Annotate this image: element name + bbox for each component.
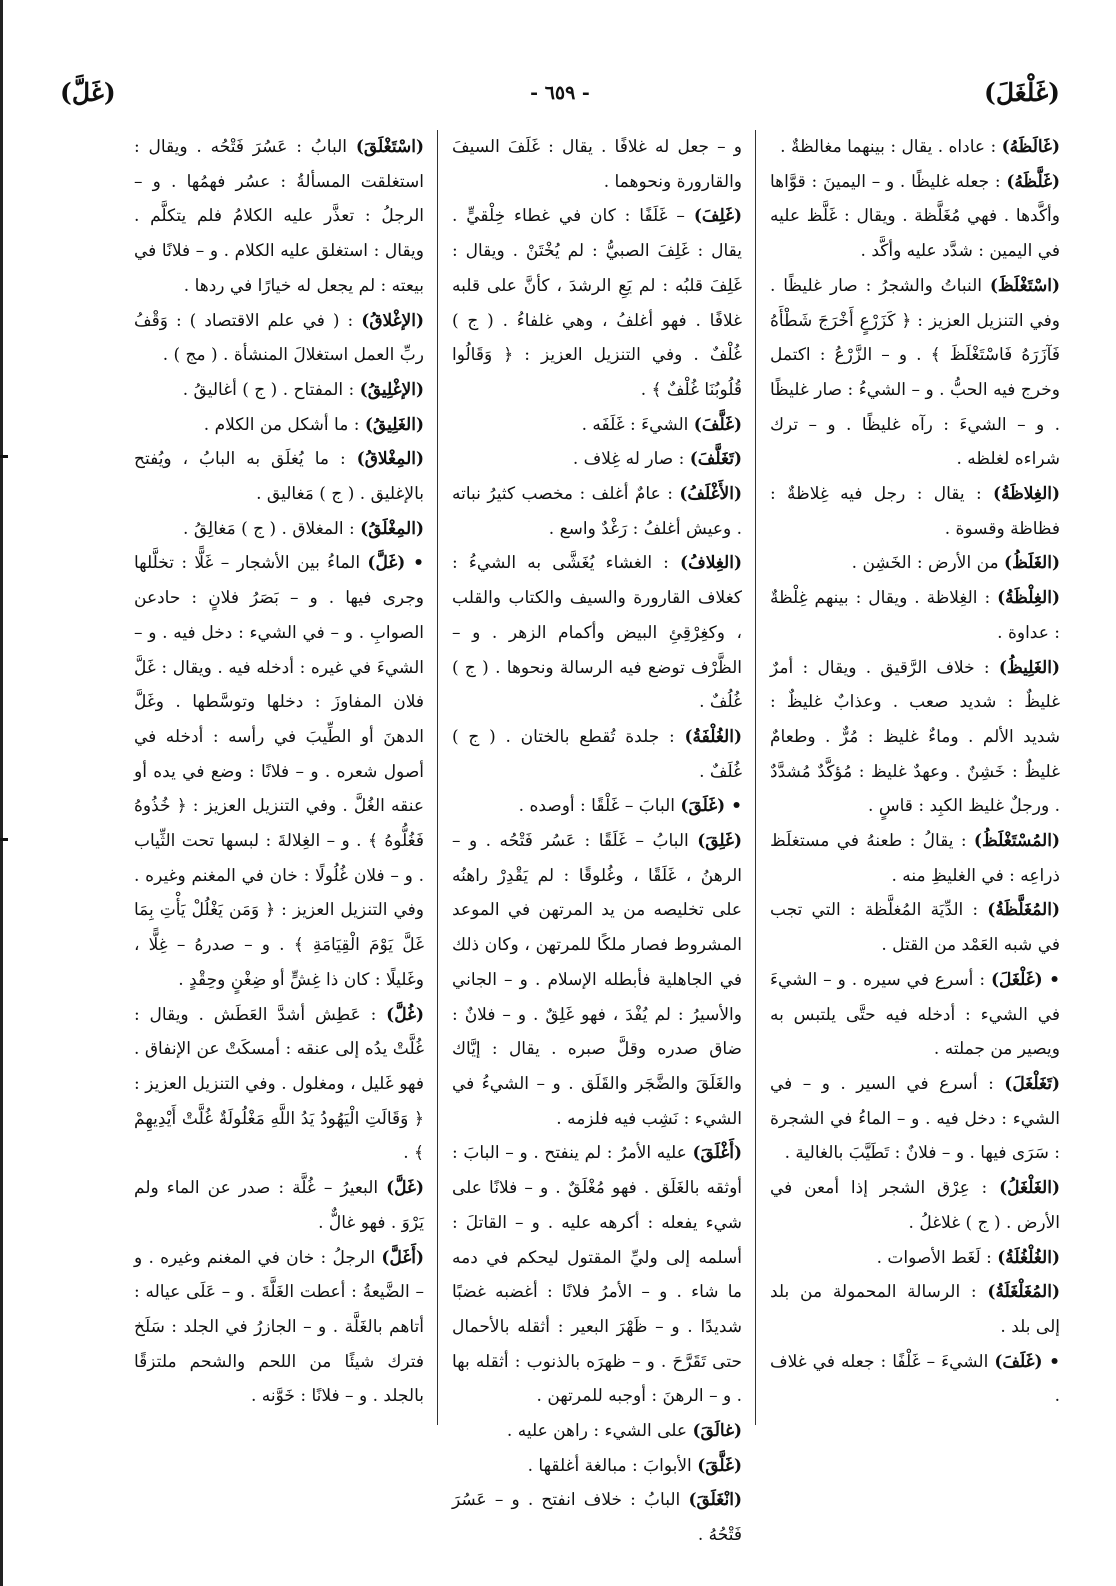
entry-headword: (أَغْلَقَ) <box>692 1143 742 1164</box>
entry-headword: (اسْتَغْلَقَ) <box>355 137 425 157</box>
header-guide-word-right: (غَلْغَلَ) <box>983 78 1060 107</box>
dictionary-entry <box>134 512 424 547</box>
entry-definition: : صار له غِلاف . <box>572 449 685 470</box>
entry-definition: عليه الأمرُ : لم ينفتح . و – البابَ : أوثقه بالغَلَق . فهو مُغْلَقٌ . و – فلانًا على شيء يفعله : أكرهه عليه . و – القاتلَ : أسلمه إلى وليِّ المقتول ليحكم في دمه ما شاء . و – الأمرُ فلانًا : أغضبه غضبًا شديدًا . و – ظَهْرَ البعير : أثقله بالأحمال حتى تَقَرَّحَ . و – ظهرَه بالذنوب : أثقله بها . و – الرهنَ : أوجبه للمرتهن . <box>452 1143 742 1407</box>
entry-headword: (الغَلَظُ) <box>1004 553 1060 574</box>
entry-definition: : جلدة تُقطع بالختان . ( ج ) غُلَفٌ . <box>452 726 742 782</box>
column-divider <box>437 130 438 1425</box>
dictionary-entry <box>770 477 1060 546</box>
entry-headword: (الغَلِيقُ) <box>364 414 424 435</box>
entry-headword: (غَلِقَ) <box>697 831 742 852</box>
entry-headword: (تَغَلْغَلَ) <box>1004 1073 1061 1094</box>
entry-headword: (غَلَّ) <box>386 1178 424 1199</box>
entry-definition: الشيءَ : غَلَفَه . <box>581 414 689 435</box>
entry-headword: (اسْتَغْلَظَ) <box>989 275 1060 296</box>
entry-definition: الشيءَ – غَلْفًا : جعله في غلاف . <box>770 1351 1060 1407</box>
entry-headword: (تَغَلَّفَ) <box>689 449 742 470</box>
dictionary-entry <box>770 893 1060 962</box>
entry-headword: • (غَلَقَ) <box>680 796 742 817</box>
entry-headword: (الإغْلِيقُ) <box>359 379 424 400</box>
entry-definition: : المفتاح . ( ج ) أغاليقُ . <box>182 379 355 400</box>
entry-definition: النباتُ والشجرُ : صار غليظًا . وفي التنزيل العزيز : ﴿ كَزَرْعٍ أَخْرَجَ شَطْأَهُ فَآزَرَهُ فَاسْتَغْلَظَ ﴾ . و – الزَّرْعُ : اكتمل وخرج فيه الحبُّ . و – الشيءُ : صار غليظًا . و – الشيءَ : رآه غليظًا . و – ترك شراءه لغلظه . <box>770 275 1060 470</box>
entry-definition: و – جعل له غلافًا . يقال : غَلَفَ السيفَ والقارورة ونحوهما . <box>452 137 742 192</box>
dictionary-entry <box>452 442 742 477</box>
entry-headword: (الأَغْلَفُ) <box>679 484 743 505</box>
header-guide-word-left: (غَلَّ) <box>60 78 116 107</box>
entry-headword: • (غَلَفَ) <box>994 1351 1060 1372</box>
entry-definition: : لَغَط الأصوات . <box>876 1247 992 1268</box>
dictionary-entry <box>770 1067 1060 1171</box>
dictionary-entry <box>452 824 742 1136</box>
entry-definition: : الدِّيَة المُغلَّظة : التي تجب في شبه العَمْد من القتل . <box>770 900 1060 956</box>
dictionary-entry <box>452 408 742 443</box>
dictionary-entry <box>134 408 424 443</box>
dictionary-entry <box>134 373 424 408</box>
dictionary-entry <box>770 269 1060 477</box>
entry-definition: : عِرْق الشجر إذا أمعن في الأرض . ( ج ) غلاغلُ . <box>770 1178 1060 1233</box>
entry-definition: : خلاف الرَّقيق . ويقال : أمرٌ غليظٌ : شديد صعب . وعذابٌ غليظٌ : شديد الألم . وماءٌ غليظ : مُرٌّ . وطعامٌ غليظٌ : خَشِنٌ . وعهدٌ غليظ : مُؤكَّدٌ مُشدَّدٌ . ورجلٌ غليظ الكبِد : قاسٍ . <box>770 657 1060 817</box>
column-divider <box>755 130 756 1425</box>
entry-definition: الماءُ بين الأشجار – غَلًّا : تخلَّلها وجرى فيها . و – بَصَرُ فلانٍ : حادعن الصوابِ . و – في الشيء : دخل فيه . و – الشيءَ في غيره : أدخله فيه . ويقال : غَلَّ فلان المفاوزَ : دخلها وتوسَّطها . وغَلَّ الدهنَ أو الطِّيبَ في رأسه : أدخله في أصول شعره . و – فلانًا : وضع في يده أو عنقه الغُلَّ . وفي التنزيل العزيز : ﴿ خُذُوهُ فَغُلُّوهُ ﴾ . و – الغِلالةَ : لبسها تحت الثِّياب . و – فلان غُلُولًا : خان في المغنم وغيره . وفي التنزيل العزيز : ﴿ وَمَن يَغْلُلْ يَأْتِ بِمَا غَلَّ يَوْمَ الْقِيَامَةِ ﴾ . و – صدرهُ – غِلًّا ، وغَليلًا : كان ذا غِشٍّ أو ضِغْنٍ وحِقْدٍ . <box>134 553 424 990</box>
dictionary-entry <box>452 1136 742 1414</box>
entry-definition: البابَ – غَلْقًا : أوصده . <box>518 796 676 817</box>
entry-headword: (انْغَلَقَ) <box>688 1490 742 1511</box>
entry-definition: : الرسالة المحمولة من بلد إلى بلد . <box>770 1282 1060 1337</box>
dictionary-entry <box>452 720 742 789</box>
entry-headword: (الغِلافُ) <box>680 553 743 574</box>
column-middle <box>452 130 743 1546</box>
entry-definition: – غَلَفًا : كان في غطاء خِلْقيٍّ . يقال : غَلِفَ الصبيُّ : لم يُخْتَنْ . ويقال : غَلِفَ قلبُه : لم يَعِ الرشدَ ، كأنَّ على قلبه غلافًا . فهو أغلفُ ، وهي غلفاءُ . ( ج ) غُلْفٌ . وفي التنزيل العزيز : ﴿ وَقَالُوا قُلُوبُنَا غُلْفٌ ﴾ . <box>452 206 742 400</box>
entry-definition: : ( في علم الاقتصاد ) : وَقْفُ ربِّ العمل استغلالَ المنشأة . ( مج ) . <box>134 310 424 366</box>
dictionary-entry <box>452 1449 742 1484</box>
dictionary-entry <box>452 1414 742 1449</box>
entry-definition: : الغشاء يُغَشَّى به الشيءُ : كغلاف القارورة والسيف والكتاب والقلب ، وكغِرْقِئِ البيض وأكمام الزهر . و – الظَّرْف توضع فيه الرسالة ونحوها . ( ج ) غُلُفٌ . <box>452 553 742 713</box>
margin-tick <box>0 838 8 841</box>
dictionary-entry <box>770 963 1060 1067</box>
entry-headword: (المِغْلاقُ) <box>356 449 425 470</box>
dictionary-entry <box>452 130 742 199</box>
dictionary-entry <box>134 1171 424 1240</box>
entry-headword: (أَغَلَّ) <box>381 1247 424 1268</box>
entry-headword: • (غَلْغَلَ) <box>991 969 1060 990</box>
margin-tick <box>0 455 8 458</box>
dictionary-entry <box>770 1345 1060 1414</box>
entry-definition: البعيرُ – غُلَّة : صدر عن الماء ولم يَرْوَ . فهو غالٌّ . <box>134 1178 424 1233</box>
entry-headword: (الغِلْظَةُ) <box>997 588 1060 609</box>
entry-headword: • (غَلَّ) <box>367 553 425 574</box>
entry-definition: على الشيء : راهن عليه . <box>506 1421 688 1442</box>
entry-definition: : عاداه . يقال : بينهما مغالظةٌ . <box>780 137 997 157</box>
entry-definition: : الغِلاظة . ويقال : بينهم غِلْظةٌ : عداوة . <box>770 588 1060 643</box>
entry-definition: البابُ : خلاف انفتح . و – عَسُرَ فَتْحُهُ . <box>452 1490 742 1546</box>
page-number: - ٦٥٩ - <box>530 82 590 104</box>
entry-headword: (المُغَلَّظَةُ) <box>987 900 1060 921</box>
entry-headword: (الغِلاظَةُ) <box>993 484 1061 505</box>
entry-definition: : المغلاق . ( ج ) مَغالِقُ . <box>183 518 355 539</box>
entry-headword: (غَلِفَ) <box>693 206 743 227</box>
dictionary-entry <box>452 1483 742 1552</box>
dictionary-entry <box>134 998 424 1172</box>
page-header <box>60 78 1060 118</box>
entry-headword: (الغُلْفَةُ) <box>684 726 742 747</box>
entry-headword: (المُغَلْغَلَةُ) <box>987 1282 1060 1303</box>
dictionary-entry <box>134 1241 424 1415</box>
column-right <box>770 130 1060 1430</box>
dictionary-columns <box>116 130 1061 1546</box>
entry-definition: البابُ : عَسُرَ فَتْحُه . ويقال : استغلقت المسألةُ : عسُر فهمُها . و – الرجلُ : تعذَّر عليه الكلامُ فلم يتكلَّم . ويقال : استغلق عليه الكلام . و – فلانًا في بيعته : لم يجعل له خيارًا في ردها . <box>134 137 424 296</box>
entry-definition: الأبوابَ : مبالغة أغلقها . <box>527 1455 692 1476</box>
dictionary-entry <box>770 130 1060 165</box>
column-left <box>134 130 424 1430</box>
page-binding-edge <box>0 0 3 1586</box>
entry-headword: (المِغْلَقُ) <box>360 518 424 539</box>
entry-definition: : عامٌ أغلف : مخصب كثيرُ نباته . وعيش أغلفُ : رَغْدٌ واسع . <box>452 484 742 539</box>
dictionary-entry <box>134 304 424 373</box>
dictionary-entry <box>452 789 742 824</box>
entry-headword: (الغَلْغَلُ) <box>999 1178 1060 1199</box>
dictionary-entry <box>770 1241 1060 1276</box>
dictionary-entry <box>770 581 1060 650</box>
entry-headword: (الإغْلاقُ) <box>361 310 425 331</box>
dictionary-entry <box>452 477 742 546</box>
dictionary-entry <box>770 546 1060 581</box>
entry-definition: : يقالُ : طعنهُ في مستغلَظ ذراعِه : في الغليظِ منه . <box>770 831 1060 886</box>
entry-definition: : أسرع في سيره . و – الشيءَ في الشيء : أدخله فيه حتَّى يلتبس به ويصير من جملته . <box>770 969 1060 1060</box>
entry-definition: الرجلُ : خان في المغنم وغيره . و – الضَّيعةُ : أعطت الغَلَّةَ . و – عَلَى عياله : أتاهم بالغَلَّة . و – الجازرُ في الجلد : سَلَخ فترك شيئًا من اللحم والشحم ملتزقًا بالجلد . و – فلانًا : خَوَّنه . <box>134 1247 424 1407</box>
entry-headword: (غَلَّفَ) <box>693 414 742 435</box>
dictionary-entry <box>134 442 424 511</box>
dictionary-entry <box>452 546 742 720</box>
dictionary-entry <box>134 130 424 304</box>
dictionary-entry <box>770 1275 1060 1344</box>
dictionary-entry <box>770 165 1060 269</box>
entry-headword: (الغَلِيظُ) <box>998 657 1061 678</box>
entry-definition: : ما أشكل من الكلام . <box>203 414 360 435</box>
entry-definition: البابُ – غَلَقًا : عَسُر فَتْحُه . و – الرهنُ ، غَلَقًا ، وغُلوقًا : لم يَقْدِرْ راهنُه على تخليصه من يد المرتهن في الموعد المشروط فصار ملكًا للمرتهن ، وكان ذلك في الجاهلية فأبطله الإسلام . و – الجاني والأسيرُ : لم يُفْدَ ، فهو غَلِقٌ . و – فلانٌ : ضاق صدره وقلَّ صبره . يقال : إيَّاك والغَلَقَ والضَّجَر والقَلَق . و – الشيءُ في الشيء : نَشِب فيه فلزمه . <box>452 831 742 1129</box>
entry-definition: : ما يُغلَق به البابُ ، ويُفتح بالإغليق . ( ج ) مَغاليق . <box>134 449 424 505</box>
entry-headword: (الغُلْغُلَةُ) <box>997 1247 1060 1268</box>
entry-headword: (غَالَظَهُ) <box>1001 137 1060 157</box>
entry-definition: من الأرض : الخَشِن . <box>851 553 999 574</box>
entry-headword: (غَلَّقَ) <box>697 1455 742 1476</box>
dictionary-entry <box>452 199 742 407</box>
dictionary-entry <box>770 651 1060 825</box>
entry-definition: : جعله غليظًا . و – اليمينَ : قوَّاها وأكَّدها . فهي مُغَلَّظة . ويقال : غَلَّظ عليه في اليمين : شدَّد عليه وأكَّد . <box>770 171 1060 262</box>
dictionary-entry <box>770 1171 1060 1240</box>
entry-definition: : عَطِش أشدَّ العَطَش . ويقال : غُلَّتْ يدُه إلى عنقه : أمسكَتْ عن الإنفاق . فهو غَليل ، ومغلول . وفي التنزيل العزيز : ﴿ وَقَالَتِ الْيَهُودُ يَدُ اللَّهِ مَغْلُولَةٌ غُلَّتْ أَيْدِيهِمْ ﴾ . <box>134 1004 424 1164</box>
entry-headword: (غالَقَ) <box>692 1421 742 1442</box>
entry-definition: : أسرع في السير . و – في الشيء : دخل فيه . و – الماءُ في الشجرة : سَرَى فيها . و – فلانٌ : تَطَيَّبَ بالغالية . <box>770 1073 1060 1164</box>
entry-headword: (غُلَّ) <box>386 1004 425 1025</box>
entry-definition: : يقال : رجل فيه غِلاظةٌ : فظاظة وقسوة . <box>770 484 1060 539</box>
entry-headword: (المُسْتَغْلَظُ) <box>973 831 1060 852</box>
dictionary-entry <box>770 824 1060 893</box>
dictionary-entry <box>134 546 424 997</box>
entry-headword: (غَلَّظَهُ) <box>1006 171 1061 192</box>
